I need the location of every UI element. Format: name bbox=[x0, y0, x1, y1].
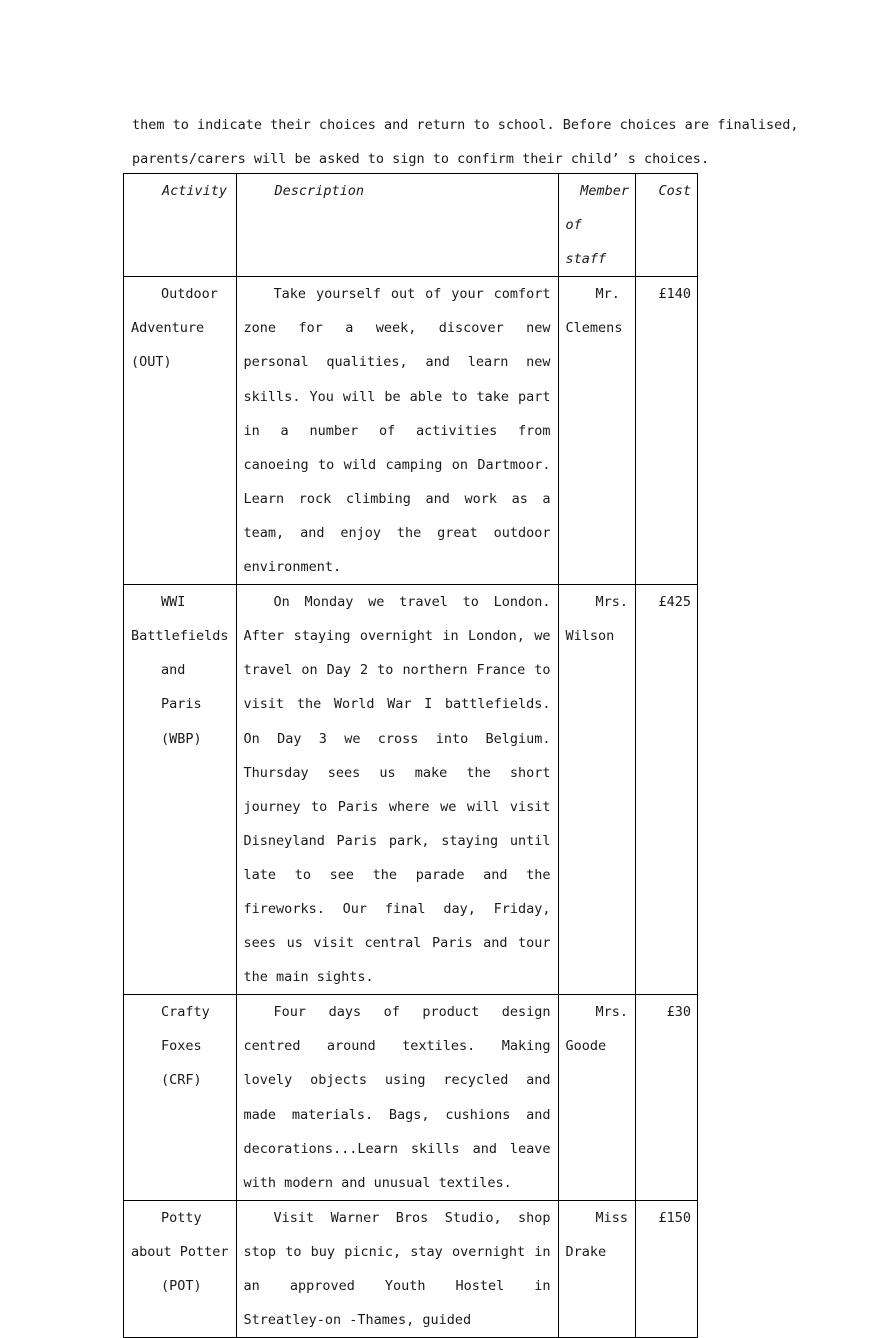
activity-line: Outdoor bbox=[161, 286, 218, 303]
staff-cell bbox=[558, 277, 636, 585]
header-activity: Activity bbox=[124, 174, 237, 277]
activity-line: and Paris bbox=[161, 662, 202, 713]
activity-line: (CRF) bbox=[161, 1072, 202, 1089]
header-cost: Cost bbox=[636, 174, 698, 277]
activity-line: (OUT) bbox=[131, 354, 172, 371]
activity-line: about Potter bbox=[131, 1243, 229, 1260]
activity-cell bbox=[124, 277, 237, 585]
description-text: On Monday we travel to London. After staying overnight in London, we travel on Day 2 to northern France to visit the World War I battlefields. On Day 3 we cross into Belgium. Thursday sees us make the short journey to Paris where we will visit Disneyland Paris park, staying until late to see the parade and the fireworks. Our final day, Friday, sees us visit central Paris and tour the main sights. bbox=[243, 594, 551, 986]
activity-line: Foxes bbox=[161, 1038, 202, 1055]
staff-line: Mrs. bbox=[595, 594, 629, 611]
activity-line: Battlefields bbox=[131, 628, 229, 645]
header-staff-line-1: Member bbox=[580, 183, 630, 199]
table-row bbox=[124, 585, 698, 995]
staff-line: Goode bbox=[565, 1038, 607, 1055]
table-header-row bbox=[124, 174, 698, 277]
activities-table bbox=[123, 173, 698, 1338]
header-description: Description bbox=[236, 174, 558, 277]
description-text: Four days of product design centred around textiles. Making lovely objects using recycled and made materials. Bags, cushions and decorations...Learn skills and leave with modern and unusual textiles. bbox=[243, 1004, 551, 1191]
activity-cell bbox=[124, 1200, 237, 1337]
description-cell bbox=[236, 1200, 558, 1337]
intro-paragraph bbox=[132, 108, 799, 176]
header-member-of-staff bbox=[558, 174, 636, 277]
staff-line: Miss bbox=[595, 1209, 629, 1226]
activity-line: Adventure bbox=[131, 320, 205, 337]
staff-cell bbox=[558, 995, 636, 1201]
activity-line: WWI bbox=[161, 594, 186, 611]
description-cell bbox=[236, 585, 558, 995]
table-row bbox=[124, 277, 698, 585]
activity-cell bbox=[124, 995, 237, 1201]
staff-cell bbox=[558, 585, 636, 995]
cost-cell: £425 bbox=[636, 585, 698, 995]
description-text: Take yourself out of your comfort zone for a week, discover new personal qualities, and learn new skills. You will be able to take part in a number of activities from canoeing to wild camping on Dartmoor. Learn rock climbing and work as a team, and enjoy the great outdoor environment. bbox=[243, 286, 551, 576]
activity-line: (POT) bbox=[161, 1278, 202, 1294]
header-staff-line-2: of staff bbox=[565, 217, 607, 268]
description-cell bbox=[236, 277, 558, 585]
staff-line: Wilson bbox=[565, 628, 615, 645]
activity-line: Potty bbox=[161, 1209, 202, 1226]
intro-line-2: parents/carers will be asked to sign to confirm their child’ s choices. bbox=[132, 151, 710, 167]
staff-line: Drake bbox=[565, 1243, 607, 1260]
cost-cell: £30 bbox=[636, 995, 698, 1201]
table-row bbox=[124, 1200, 698, 1337]
staff-line: Clemens bbox=[565, 320, 623, 337]
staff-cell bbox=[558, 1200, 636, 1337]
activity-cell bbox=[124, 585, 237, 995]
cost-cell: £150 bbox=[636, 1200, 698, 1337]
description-text: Visit Warner Bros Studio, shop stop to buy picnic, stay overnight in an approved Youth Hostel in Streatley-on -Thames, guided bbox=[243, 1209, 551, 1329]
cost-cell: £140 bbox=[636, 277, 698, 585]
staff-line: Mr. bbox=[595, 286, 620, 303]
intro-line-1: them to indicate their choices and return to school. Before choices are finalised, bbox=[132, 117, 799, 133]
table-row bbox=[124, 995, 698, 1201]
staff-line: Mrs. bbox=[595, 1004, 629, 1021]
activity-line: (WBP) bbox=[161, 730, 202, 747]
activity-line: Crafty bbox=[161, 1004, 210, 1021]
description-cell bbox=[236, 995, 558, 1201]
